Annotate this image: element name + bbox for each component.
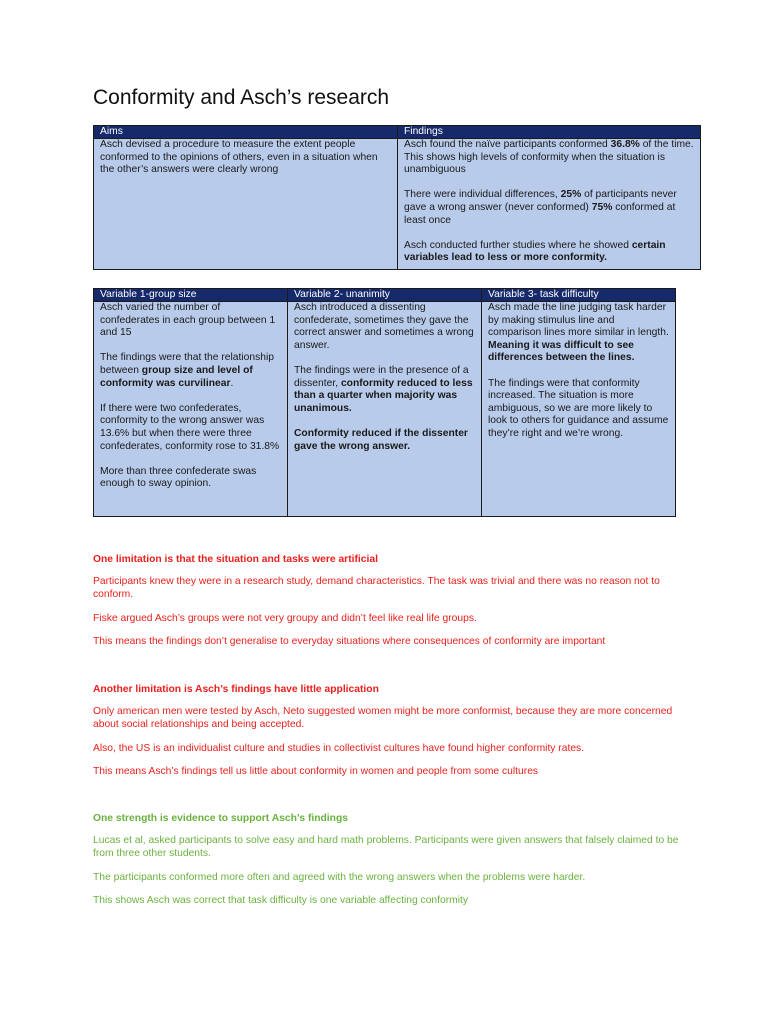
variables-table [93, 288, 676, 517]
unanimity-paragraph-1: Asch introduced a dissenting confederate, sometimes they gave the correct answer and sometimes a wrong answer. [294, 302, 474, 351]
limitation-2-point: Only american men were tested by Asch, Neto suggested women might be more conformist, because they are more concerned about social relationships and being accepted. [93, 705, 673, 730]
task-difficulty-cell [482, 302, 676, 517]
table-header-row [94, 289, 676, 302]
aims-findings-table [93, 125, 701, 270]
table-row [94, 139, 701, 270]
group-size-paragraph-2: The findings were that the relationship between group size and level of conformity was curvilinear. [100, 352, 275, 389]
findings-paragraph-1: Asch found the naïve participants conformed 36.8% of the time. This shows high levels of conformity when the situation is unambiguous [404, 139, 694, 176]
aims-text: Asch devised a procedure to measure the extent people conformed to the opinions of others, even in a situation when the other’s answers were clearly wrong [100, 139, 378, 176]
strength-1-point: This shows Asch was correct that task difficulty is one variable affecting conformity [93, 895, 469, 906]
limitation-2-section [93, 683, 683, 779]
findings-cell [398, 139, 701, 270]
header-findings: Findings [398, 126, 701, 139]
limitation-1-point: Fiske argued Asch’s groups were not very groupy and didn’t feel like real life groups. [93, 612, 477, 624]
page-title: Conformity and Asch’s research [93, 86, 390, 109]
strength-1-heading: One strength is evidence to support Asch’s findings [93, 813, 348, 824]
findings-paragraph-3: Asch conducted further studies where he showed certain variables lead to less or more conformity. [404, 239, 666, 264]
task-difficulty-paragraph-2: The findings were that conformity increased. The situation is more ambiguous, so we are more likely to look to others for guidance and assume they’re right and we’re wrong. [488, 377, 669, 439]
task-difficulty-paragraph-1: Asch made the line judging task harder by making stimulus line and comparison lines more similar in length. Meaning it was difficult to see differences between the lines. [488, 302, 669, 364]
limitation-1-heading: One limitation is that the situation and tasks were artificial [93, 554, 378, 565]
strength-1-section [93, 812, 683, 908]
limitation-1-point: Participants knew they were in a research study, demand characteristics. The task was trivial and there was no reason not to conform. [93, 575, 660, 600]
limitation-1-section [93, 553, 683, 649]
limitation-2-point: Also, the US is an individualist culture and studies in collectivist cultures have found higher conformity rates. [93, 742, 585, 754]
strength-1-point: Lucas et al, asked participants to solve easy and hard math problems. Participants were given answers that falsely claimed to be from three other students. [93, 834, 679, 859]
unanimity-cell [288, 302, 482, 517]
strength-1-point: The participants conformed more often and agreed with the wrong answers when the problems were harder. [93, 871, 586, 883]
group-size-cell [94, 302, 288, 517]
group-size-paragraph-4: More than three confederate swas enough to sway opinion. [100, 465, 257, 490]
header-group-size: Variable 1-group size [94, 289, 288, 302]
header-task-difficulty: Variable 3- task difficulty [482, 289, 676, 302]
aims-cell [94, 139, 398, 270]
group-size-paragraph-3: If there were two confederates, conformity to the wrong answer was 13.6% but when there were three confederates, conformity rose to 31.8% [100, 402, 280, 452]
limitation-1-point: This means the findings don’t generalise to everyday situations where consequences of conformity are important [93, 636, 606, 647]
unanimity-paragraph-3: Conformity reduced if the dissenter gave the wrong answer. [294, 427, 468, 452]
header-unanimity: Variable 2- unanimity [288, 289, 482, 302]
group-size-paragraph-1: Asch varied the number of confederates in each group between 1 and 15 [100, 302, 276, 339]
table-header-row [94, 126, 701, 139]
table-row [94, 302, 676, 517]
header-aims: Aims [94, 126, 398, 139]
limitation-2-point: This means Asch’s findings tell us little about conformity in women and people from some cultures [93, 766, 539, 777]
findings-paragraph-2: There were individual differences, 25% of participants never gave a wrong answer (never conformed) 75% conformed at least once [404, 189, 677, 226]
unanimity-paragraph-2: The findings were in the presence of a dissenter, conformity reduced to less than a quarter when majority was unanimous. [294, 364, 473, 414]
limitation-2-heading: Another limitation is Asch’s findings have little application [93, 684, 379, 695]
